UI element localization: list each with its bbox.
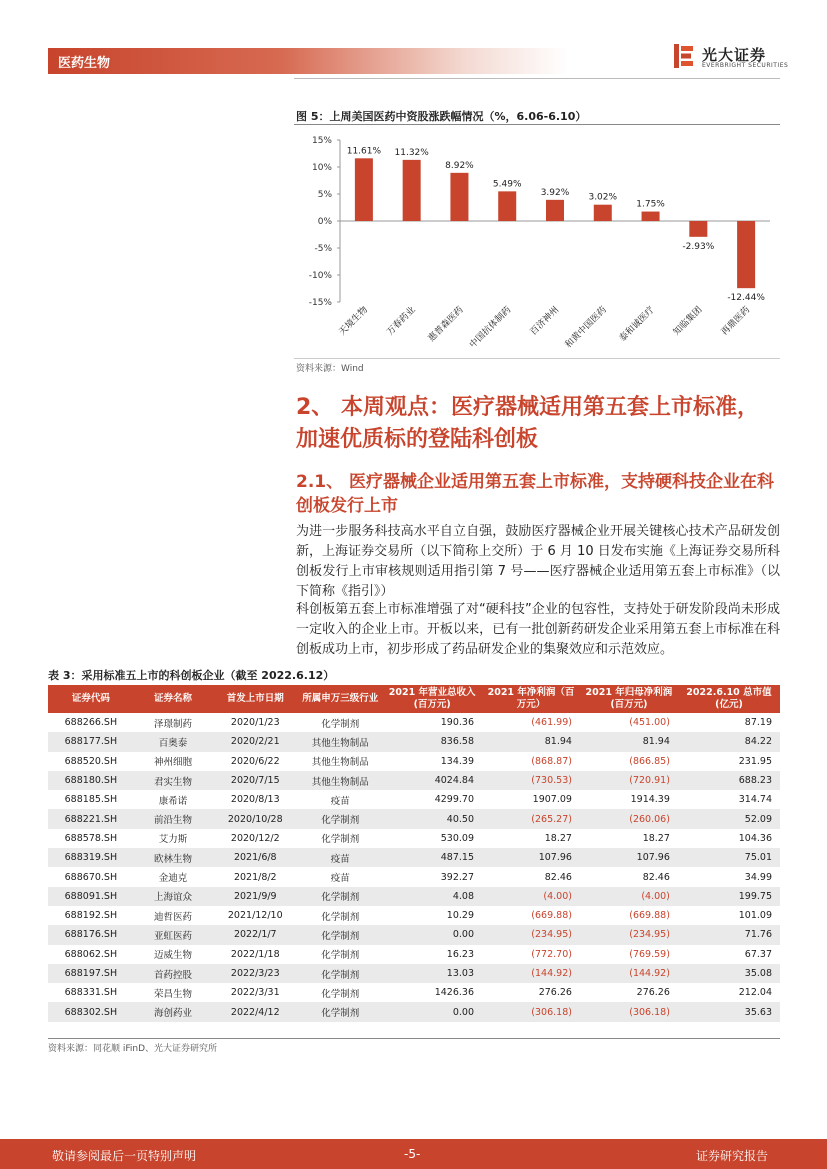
cell-parent-net-profit: 107.96 [580,848,678,867]
cell-industry: 化学制剂 [321,911,360,923]
category-label: 泰和诚医疗 [617,305,657,344]
col-header-name: 证券名称 [134,685,213,713]
cell-parent-net-profit: (234.95) [580,925,678,944]
table-source: 资料来源：同花顺 iFinD、光大证券研究所 [48,1044,218,1054]
table-row [48,790,780,809]
cell-code: 688192.SH [64,910,118,922]
cell-industry: 化学制剂 [298,964,382,983]
y-tick-label: -15% [308,298,332,308]
table-row [48,752,780,771]
col-header-net-profit: 2021 年净利润（百万元） [482,685,580,713]
table-row [48,906,780,925]
y-tick-label: 15% [311,136,332,146]
cell-net-profit: 1907.09 [532,794,572,806]
bar-2 [450,173,468,221]
bar-4 [546,200,564,221]
cell-name: 亚虹医药 [134,925,213,944]
cell-industry: 化学制剂 [298,925,382,944]
cell-market-cap: 67.37 [744,948,772,960]
table-row [48,867,780,886]
cell-market-cap: 688.23 [678,771,780,790]
cell-market-cap: 101.09 [738,910,772,922]
paragraph-2: 科创板第五套上市标准增强了对“硬科技”企业的包容性，支持处于研发阶段尚未形成一定收入的企业上市。开板以来，已有一批创新药研发企业采用第五套上市标准在科创板成功上市，初步形成了药品研发企业的集聚效应和示范效应。 [296,602,780,657]
cell-net-profit: 82.46 [544,871,572,883]
cell-code: 688197.SH [48,964,134,983]
subsection-heading: 2.1、 医疗器械企业适用第五套上市标准，支持硬科技企业在科创板发行上市 [296,472,775,516]
category-label: 中国抗体制药 [468,305,514,351]
cell-name: 康希诺 [158,795,188,807]
cell-name: 上海谊众 [134,887,213,906]
footer-disclaimer: 敬请参阅最后一页特别声明 [52,1149,197,1163]
cell-revenue: 190.36 [440,717,474,729]
cell-industry: 其他生物制品 [311,757,369,769]
bar-chart [294,126,780,358]
category-label: 知临集团 [671,305,705,338]
cell-name: 海创药业 [134,1002,213,1021]
bar-1 [403,160,421,221]
cell-revenue: 392.27 [440,871,474,883]
cell-name: 金迪克 [158,873,188,885]
cell-market-cap: 34.99 [744,871,772,883]
cell-code: 688319.SH [48,848,134,867]
category-label: 万春药业 [385,305,418,338]
cell-code: 688176.SH [48,925,134,944]
cell-market-cap: 75.01 [678,848,780,867]
table-row [48,964,780,983]
cell-market-cap: 87.19 [744,717,772,729]
cell-code: 688091.SH [48,887,134,906]
cell-revenue: 40.50 [382,809,482,828]
cell-market-cap: 231.95 [738,755,772,767]
cell-parent-net-profit: 1914.39 [630,794,670,806]
cell-market-cap: 52.09 [678,809,780,828]
table-row [48,945,780,964]
cell-code: 688221.SH [48,809,134,828]
cell-ipo-date: 2021/8/2 [233,871,277,883]
y-tick-label: 10% [311,163,332,173]
company-logo [672,42,789,72]
cell-parent-net-profit: (144.92) [580,964,678,983]
cell-net-profit: (772.70) [531,948,572,960]
cell-revenue: 530.09 [440,832,474,844]
cell-ipo-date: 2020/2/21 [212,732,298,751]
cell-code: 688177.SH [48,732,134,751]
cell-ipo-date: 2021/6/8 [212,848,298,867]
data-label: 11.32% [394,147,429,158]
cell-name: 泽璟制药 [154,718,193,730]
cell-industry: 化学制剂 [298,809,382,828]
col-header-ipo-date: 首发上市日期 [212,685,298,713]
cell-revenue: 134.39 [440,755,474,767]
cell-code: 688302.SH [48,1002,134,1021]
cell-parent-net-profit: (669.88) [629,910,670,922]
figure-title: 图 5：上周美国医药中资股涨跌幅情况（%，6.06-6.10） [296,110,587,123]
cell-ipo-date: 2022/3/31 [230,987,280,999]
section-label: 医药生物 [58,56,111,71]
cell-parent-net-profit: 81.94 [580,732,678,751]
cell-parent-net-profit: (260.06) [580,809,678,828]
table-row [48,732,780,751]
cell-ipo-date: 2020/10/28 [212,809,298,828]
data-label: -12.44% [727,293,765,304]
paragraph-1: 为进一步服务科技高水平自立自强，鼓励医疗器械企业开展关键核心技术产品研发创新，上海证券交易所（以下简称上交所）于 6 月 10 日发布实施《上海证券交易所科创板发行上市审核规则适用指引第 7 号——医疗器械企业适用第五套上市标准》（以下简称《指引》） [296,524,780,599]
logo-text-en: EVERBRIGHT SECURITIES [702,62,789,69]
y-tick-label: -10% [308,271,332,281]
col-header-parent-net-profit: 2021 年归母净利润 (百万元) [580,685,678,713]
cell-revenue: 4299.70 [434,794,474,806]
cell-market-cap: 84.22 [678,732,780,751]
cell-revenue: 0.00 [382,1002,482,1021]
cell-industry: 疫苗 [330,873,350,885]
data-label: -2.93% [682,241,715,252]
cell-code: 688520.SH [64,755,118,767]
cell-ipo-date: 2020/8/13 [230,794,280,806]
figure-top-rule [294,124,780,125]
cell-parent-net-profit: (306.18) [580,1002,678,1021]
cell-revenue: 4024.84 [382,771,482,790]
cell-market-cap: 71.76 [678,925,780,944]
cell-net-profit: (730.53) [482,771,580,790]
table-row [48,983,780,1002]
cell-revenue: 836.58 [382,732,482,751]
col-header-market-cap: 2022.6.10 总市值 (亿元) [678,685,780,713]
y-tick-label: -5% [314,244,332,254]
cell-code: 688331.SH [64,987,118,999]
cell-ipo-date: 2020/6/22 [230,755,280,767]
cell-market-cap: 212.04 [738,987,772,999]
cell-net-profit: (265.27) [482,809,580,828]
bar-5 [594,205,612,221]
cell-revenue: 0.00 [382,925,482,944]
cell-parent-net-profit: (4.00) [580,887,678,906]
y-tick-label: 5% [317,190,332,200]
cell-ipo-date: 2021/9/9 [212,887,298,906]
table-row [48,848,780,867]
cell-name: 前沿生物 [134,809,213,828]
table-row [48,829,780,848]
figure-source: 资料来源：Wind [296,364,364,374]
cell-market-cap: 104.36 [738,832,772,844]
col-header-industry: 所属申万三级行业 [298,685,382,713]
cell-net-profit: (461.99) [531,717,572,729]
table-row [48,809,780,828]
logo-text-cn: 光大证券 [702,46,767,64]
bar-8 [737,221,755,288]
cell-industry: 疫苗 [298,848,382,867]
cell-net-profit: (4.00) [482,887,580,906]
cell-net-profit: 18.27 [544,832,572,844]
cell-revenue: 1426.36 [434,987,474,999]
cell-parent-net-profit: (451.00) [629,717,670,729]
cell-industry: 其他生物制品 [298,771,382,790]
cell-net-profit: (306.18) [482,1002,580,1021]
listing-table [48,685,780,1022]
cell-parent-net-profit: (720.91) [580,771,678,790]
bar-3 [498,191,516,221]
header-band [48,48,568,74]
cell-market-cap: 35.08 [678,964,780,983]
cell-ipo-date: 2020/7/15 [212,771,298,790]
cell-industry: 化学制剂 [321,950,360,962]
cell-code: 688266.SH [64,717,118,729]
data-label: 1.75% [636,199,665,210]
data-label: 11.61% [346,146,382,157]
cell-name: 艾力斯 [158,834,188,846]
cell-net-profit: (234.95) [482,925,580,944]
category-label: 和黄中国医药 [563,305,609,351]
cell-parent-net-profit: 276.26 [636,987,670,999]
page-number: -5- [404,1147,421,1161]
data-label: 8.92% [445,160,474,171]
cell-parent-net-profit: 82.46 [642,871,670,883]
cell-ipo-date: 2022/3/23 [212,964,298,983]
category-label: 天境生物 [337,305,371,338]
table-row [48,1002,780,1021]
table-row [48,925,780,944]
cell-industry: 化学制剂 [321,834,360,846]
cell-industry: 化学制剂 [298,887,382,906]
cell-code: 688578.SH [64,832,118,844]
cell-code: 688062.SH [64,948,118,960]
cell-parent-net-profit: 18.27 [642,832,670,844]
cell-name: 荣昌生物 [154,988,193,1000]
logo-mark-icon [672,42,696,70]
cell-name: 百奥泰 [134,732,213,751]
table-row [48,887,780,906]
header-divider [294,78,780,79]
cell-ipo-date: 2022/1/18 [230,948,280,960]
cell-industry: 化学制剂 [321,988,360,1000]
cell-market-cap: 314.74 [738,794,772,806]
cell-name: 欧林生物 [134,848,213,867]
cell-industry: 化学制剂 [298,1002,382,1021]
cell-industry: 其他生物制品 [298,732,382,751]
cell-code: 688180.SH [48,771,134,790]
footer-report-type: 证券研究报告 [696,1149,769,1163]
section-heading: 2、 本周观点：医疗器械适用第五套上市标准，加速优质标的登陆科创板 [296,395,759,452]
cell-ipo-date: 2021/12/10 [227,910,283,922]
cell-name: 迈威生物 [154,950,193,962]
cell-parent-net-profit: (866.85) [629,755,670,767]
cell-code: 688185.SH [64,794,118,806]
cell-industry: 化学制剂 [321,718,360,730]
cell-net-profit: (669.88) [531,910,572,922]
bar-6 [642,212,660,221]
cell-net-profit: (868.87) [531,755,572,767]
category-label: 再鼎医药 [719,305,753,338]
cell-market-cap: 199.75 [678,887,780,906]
category-label: 百济神州 [528,305,562,338]
cell-name: 迪哲医药 [154,911,193,923]
cell-revenue: 487.15 [382,848,482,867]
bar-7 [689,221,707,237]
figure-bottom-rule [294,358,780,359]
cell-net-profit: (144.92) [482,964,580,983]
table-bottom-rule [48,1038,780,1039]
cell-revenue: 13.03 [382,964,482,983]
cell-industry: 疫苗 [330,795,350,807]
cell-ipo-date: 2022/1/7 [212,925,298,944]
cell-parent-net-profit: (769.59) [629,948,670,960]
cell-ipo-date: 2020/12/2 [230,832,280,844]
y-tick-label: 0% [317,217,332,227]
cell-net-profit: 81.94 [482,732,580,751]
table-row [48,771,780,790]
data-label: 5.49% [492,179,522,190]
category-label: 惠普森医药 [426,305,466,344]
cell-name: 君实生物 [134,771,213,790]
cell-ipo-date: 2020/1/23 [230,717,280,729]
table-header-row [48,685,780,713]
table-body [48,713,780,1022]
cell-code: 688670.SH [64,871,118,883]
page-footer [0,1139,827,1169]
bar-0 [355,158,373,221]
col-header-revenue: 2021 年营业总收入 (百万元) [382,685,482,713]
cell-net-profit: 107.96 [482,848,580,867]
cell-name: 神州细胞 [154,757,193,769]
cell-net-profit: 276.26 [538,987,572,999]
cell-ipo-date: 2022/4/12 [212,1002,298,1021]
table-title: 表 3：采用标准五上市的科创板企业（截至 2022.6.12） [48,669,335,682]
data-label: 3.92% [540,187,570,198]
cell-revenue: 16.23 [446,948,474,960]
cell-market-cap: 35.63 [678,1002,780,1021]
cell-revenue: 10.29 [446,910,474,922]
cell-name: 首药控股 [134,964,213,983]
table-row [48,713,780,732]
data-label: 3.02% [588,192,618,203]
cell-revenue: 4.08 [382,887,482,906]
col-header-code: 证券代码 [48,685,134,713]
